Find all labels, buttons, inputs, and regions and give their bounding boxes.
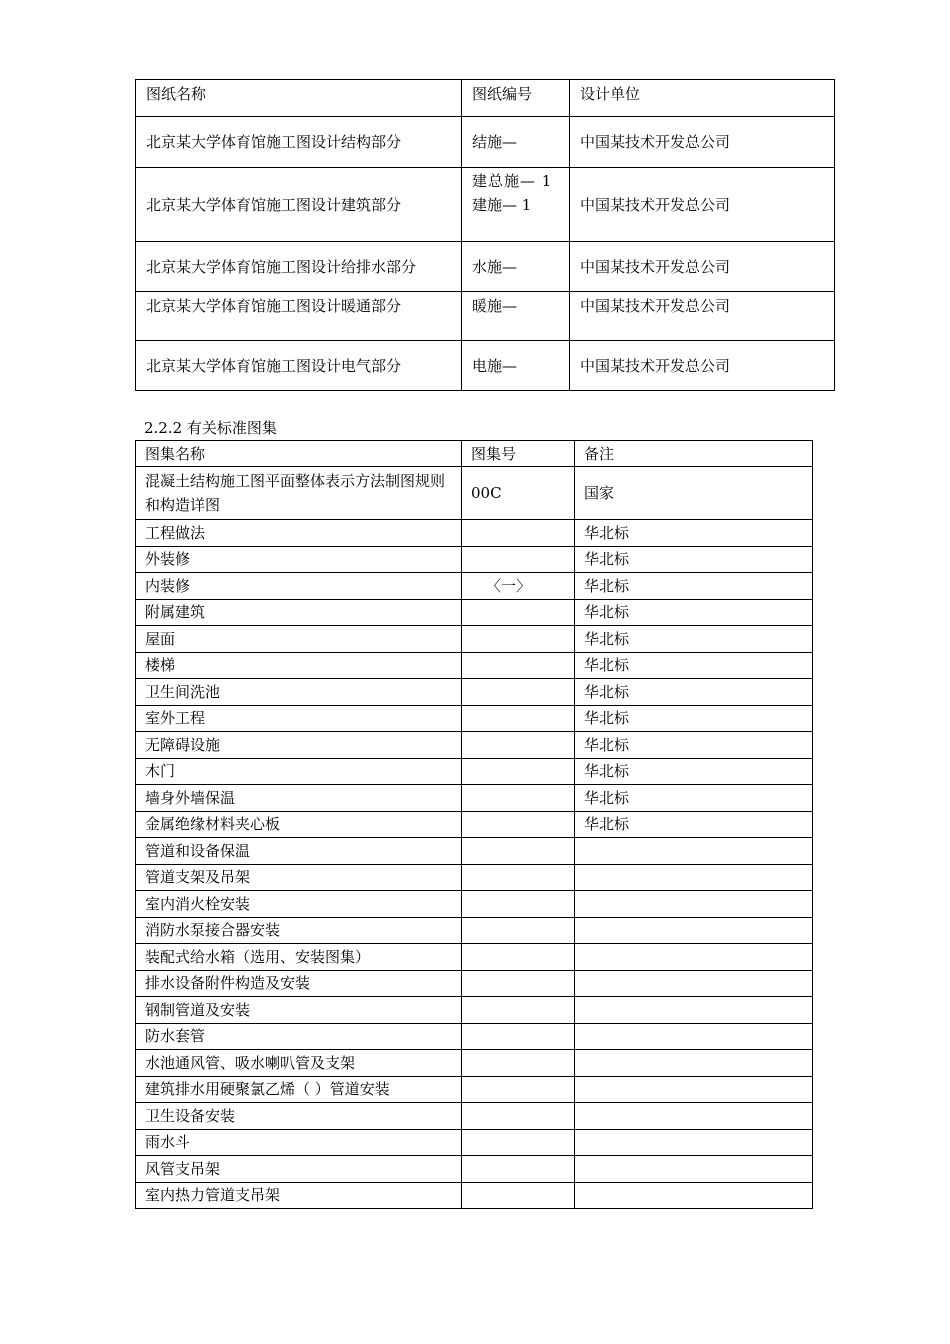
header-cell: 图纸名称 <box>136 80 462 117</box>
table-row <box>136 864 813 891</box>
design-unit-cell: 中国某技术开发总公司 <box>570 242 835 292</box>
atlas-note-cell <box>575 944 813 971</box>
atlas-number-cell: 00C <box>462 467 575 520</box>
atlas-note-cell: 国家 <box>575 467 813 520</box>
atlas-number-cell <box>462 520 575 547</box>
atlas-name-cell: 水池通风管、吸水喇叭管及支架 <box>136 1050 462 1077</box>
atlas-name-cell: 室内热力管道支吊架 <box>136 1182 462 1209</box>
atlas-note-cell: 华北标 <box>575 705 813 732</box>
atlas-name-cell: 消防水泵接合器安装 <box>136 917 462 944</box>
atlas-note-cell <box>575 838 813 865</box>
atlas-number-cell <box>462 1076 575 1103</box>
atlas-note-cell <box>575 997 813 1024</box>
table-row <box>136 1050 813 1077</box>
atlas-name-cell: 管道支架及吊架 <box>136 864 462 891</box>
drawing-name-cell: 北京某大学体育馆施工图设计结构部分 <box>136 117 462 168</box>
atlas-note-cell: 华北标 <box>575 626 813 653</box>
table-row <box>136 626 813 653</box>
table-row <box>136 599 813 626</box>
table-row <box>136 1182 813 1209</box>
table-row <box>136 1023 813 1050</box>
drawing-name-cell: 北京某大学体育馆施工图设计建筑部分 <box>136 168 462 242</box>
atlas-number-cell <box>462 626 575 653</box>
atlas-note-cell: 华北标 <box>575 546 813 573</box>
atlas-name-cell: 内装修 <box>136 573 462 600</box>
atlas-number-cell <box>462 679 575 706</box>
table-row <box>136 1156 813 1183</box>
atlas-name-cell: 建筑排水用硬聚氯乙烯（ ）管道安装 <box>136 1076 462 1103</box>
atlas-name-cell: 墙身外墙保温 <box>136 785 462 812</box>
atlas-table <box>135 440 813 1209</box>
drawing-number-cell <box>462 168 570 242</box>
atlas-number-cell <box>462 864 575 891</box>
drawing-number-cell: 结施— <box>462 117 570 168</box>
atlas-number-cell <box>462 599 575 626</box>
header-cell: 图集名称 <box>136 441 462 467</box>
atlas-number-cell <box>462 917 575 944</box>
atlas-name-cell: 排水设备附件构造及安装 <box>136 970 462 997</box>
table-header-row <box>136 441 813 467</box>
atlas-name-cell: 金属绝缘材料夹心板 <box>136 811 462 838</box>
atlas-number-cell <box>462 546 575 573</box>
atlas-note-cell <box>575 1156 813 1183</box>
atlas-number-cell <box>462 732 575 759</box>
table-row <box>136 1129 813 1156</box>
atlas-note-cell <box>575 1129 813 1156</box>
atlas-name-cell: 无障碍设施 <box>136 732 462 759</box>
drawing-number-line: 建施— 1 <box>472 196 532 214</box>
atlas-number-cell <box>462 1050 575 1077</box>
atlas-note-cell <box>575 1182 813 1209</box>
header-cell: 图集号 <box>462 441 575 467</box>
table-row <box>136 679 813 706</box>
atlas-number-cell <box>462 1023 575 1050</box>
atlas-name-cell: 室内消火栓安装 <box>136 891 462 918</box>
table-row <box>136 1103 813 1130</box>
table-row <box>136 997 813 1024</box>
header-cell: 设计单位 <box>570 80 835 117</box>
design-unit-cell: 中国某技术开发总公司 <box>570 292 835 341</box>
table-row <box>136 520 813 547</box>
table-row <box>136 732 813 759</box>
table-row <box>136 891 813 918</box>
drawing-number-line: 建总施— 1 <box>472 172 553 190</box>
table-row <box>136 573 813 600</box>
atlas-number-cell <box>462 997 575 1024</box>
design-unit-cell: 中国某技术开发总公司 <box>570 117 835 168</box>
atlas-note-cell <box>575 1076 813 1103</box>
atlas-number-cell <box>462 1156 575 1183</box>
atlas-number-cell <box>462 1103 575 1130</box>
atlas-name-cell: 钢制管道及安装 <box>136 997 462 1024</box>
atlas-name-cell: 屋面 <box>136 626 462 653</box>
design-unit-cell: 中国某技术开发总公司 <box>570 168 835 242</box>
table-row <box>136 758 813 785</box>
atlas-name-cell: 混凝土结构施工图平面整体表示方法制图规则和构造详图 <box>136 467 462 520</box>
atlas-note-cell <box>575 864 813 891</box>
atlas-name-cell: 工程做法 <box>136 520 462 547</box>
atlas-name-cell: 附属建筑 <box>136 599 462 626</box>
atlas-number-cell <box>462 705 575 732</box>
drawing-number-cell: 电施— <box>462 341 570 391</box>
atlas-note-cell <box>575 891 813 918</box>
atlas-number-cell <box>462 944 575 971</box>
atlas-name-cell: 卫生间洗池 <box>136 679 462 706</box>
atlas-number-cell <box>462 1182 575 1209</box>
table-row <box>136 705 813 732</box>
drawing-name-cell: 北京某大学体育馆施工图设计给排水部分 <box>136 242 462 292</box>
section-heading: 2.2.2 有关标准图集 <box>144 419 277 437</box>
atlas-name-cell: 防水套管 <box>136 1023 462 1050</box>
atlas-note-cell <box>575 917 813 944</box>
atlas-note-cell: 华北标 <box>575 573 813 600</box>
table-row <box>136 168 835 242</box>
atlas-note-cell: 华北标 <box>575 520 813 547</box>
atlas-number-cell <box>462 891 575 918</box>
drawing-name-cell: 北京某大学体育馆施工图设计暖通部分 <box>136 292 462 341</box>
atlas-name-cell: 木门 <box>136 758 462 785</box>
atlas-number-cell: 〈一〉 <box>462 573 575 600</box>
atlas-number-cell <box>462 785 575 812</box>
atlas-number-cell <box>462 838 575 865</box>
atlas-note-cell: 华北标 <box>575 652 813 679</box>
atlas-name-cell: 卫生设备安装 <box>136 1103 462 1130</box>
atlas-note-cell: 华北标 <box>575 679 813 706</box>
drawing-name-cell: 北京某大学体育馆施工图设计电气部分 <box>136 341 462 391</box>
table-row <box>136 970 813 997</box>
table-row <box>136 117 835 168</box>
table-row <box>136 1076 813 1103</box>
atlas-number-cell <box>462 811 575 838</box>
drawing-number-cell: 暖施— <box>462 292 570 341</box>
table-row <box>136 944 813 971</box>
drawing-number-cell: 水施— <box>462 242 570 292</box>
table-row <box>136 467 813 520</box>
table-header-row <box>136 80 835 117</box>
table-row <box>136 242 835 292</box>
atlas-number-cell <box>462 970 575 997</box>
atlas-name-cell: 风管支吊架 <box>136 1156 462 1183</box>
atlas-number-cell <box>462 758 575 785</box>
table-row <box>136 838 813 865</box>
atlas-name-cell: 外装修 <box>136 546 462 573</box>
atlas-note-cell <box>575 1103 813 1130</box>
atlas-note-cell: 华北标 <box>575 732 813 759</box>
table-row <box>136 811 813 838</box>
atlas-note-cell: 华北标 <box>575 811 813 838</box>
atlas-name-cell: 雨水斗 <box>136 1129 462 1156</box>
header-cell: 备注 <box>575 441 813 467</box>
table-row <box>136 546 813 573</box>
atlas-name-cell: 管道和设备保温 <box>136 838 462 865</box>
design-unit-cell: 中国某技术开发总公司 <box>570 341 835 391</box>
drawings-table <box>135 79 835 391</box>
atlas-name-cell: 室外工程 <box>136 705 462 732</box>
atlas-note-cell <box>575 1050 813 1077</box>
atlas-number-cell <box>462 1129 575 1156</box>
atlas-note-cell: 华北标 <box>575 599 813 626</box>
table-row <box>136 292 835 341</box>
atlas-name-cell: 楼梯 <box>136 652 462 679</box>
header-cell: 图纸编号 <box>462 80 570 117</box>
atlas-note-cell <box>575 1023 813 1050</box>
table-row <box>136 917 813 944</box>
atlas-note-cell: 华北标 <box>575 785 813 812</box>
table-row <box>136 341 835 391</box>
table-row <box>136 652 813 679</box>
atlas-note-cell <box>575 970 813 997</box>
atlas-number-cell <box>462 652 575 679</box>
table-row <box>136 785 813 812</box>
atlas-name-cell: 装配式给水箱（选用、安装图集） <box>136 944 462 971</box>
atlas-note-cell: 华北标 <box>575 758 813 785</box>
